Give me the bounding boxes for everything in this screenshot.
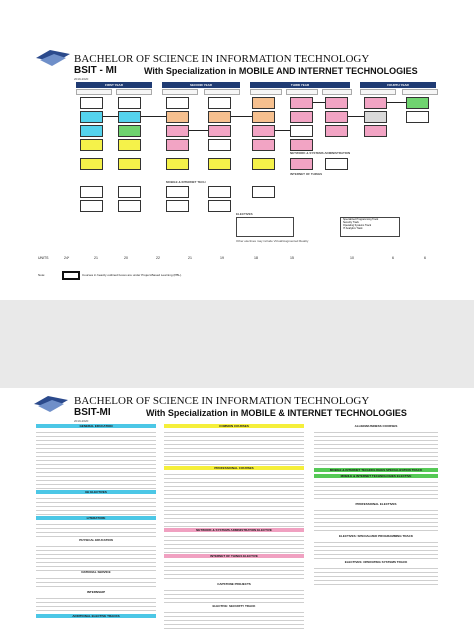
legend-item: IT Analytics Track: [343, 227, 363, 230]
legend-item: Specialized Programming Track: [343, 218, 379, 221]
course-box: [166, 97, 189, 109]
course-box: [118, 111, 141, 123]
professional-courses-header: PROFESSIONAL COURSES: [164, 466, 304, 470]
course-box: [252, 125, 275, 137]
table-row: [36, 485, 156, 489]
network-track-label: NETWORK & SYSTEMS ADMINISTRATION: [290, 151, 351, 155]
university-logo: [34, 396, 68, 412]
iot-track-label: INTERNET OF THINGS: [290, 172, 323, 176]
course-box: [166, 200, 189, 212]
prereq-connector: [275, 130, 290, 131]
year-bar-second: SECOND YEAR: [162, 82, 240, 88]
table-row: [36, 567, 156, 571]
course-box: [80, 125, 103, 137]
mobile-track-label: MOBILE & INTERNET TECH: [166, 180, 206, 184]
unit-value: 6: [392, 256, 394, 260]
prereq-connector: [141, 116, 166, 117]
table-row: [314, 527, 438, 531]
curriculum-flowchart-page: [0, 0, 474, 300]
semester-strip: [76, 89, 112, 95]
course-box: [252, 158, 275, 170]
table-row: [164, 549, 304, 553]
national-service-header: NATIONAL SERVICE: [81, 570, 111, 574]
pbl-note: Courses in heavily outlined boxes are under Project-Based Learning (PBL).: [82, 273, 182, 277]
ge-electives-header: GE ELECTIVES: [36, 490, 156, 494]
table-row: [314, 495, 438, 499]
course-box: [208, 158, 231, 170]
pbl-sample-box: [62, 271, 80, 280]
prog-track-header: ELECTIVES: SPECIALIZED PROGRAMMING TRACK: [338, 534, 413, 538]
unit-value: 24*: [64, 256, 70, 260]
semester-strip: [116, 89, 152, 95]
electives-grid: [236, 217, 294, 237]
unit-value: 22: [156, 256, 160, 260]
page2-year-range: 2019-2020: [74, 419, 89, 423]
table-row: [164, 599, 304, 603]
prereq-connector: [231, 116, 252, 117]
course-box: [80, 139, 103, 151]
legend-item: Security Track: [343, 221, 359, 224]
course-box: [208, 97, 231, 109]
course-box: [406, 97, 429, 109]
course-box: [290, 111, 313, 123]
units-label: UNITS: [38, 256, 49, 260]
course-box: [364, 111, 387, 123]
table-row: [164, 625, 304, 629]
professional-electives-header: PROFESSIONAL ELECTIVES: [355, 502, 397, 506]
prereq-connector: [387, 102, 406, 103]
semester-strip: [402, 89, 438, 95]
os-track-header: ELECTIVES: OPERATING SYSTEMS TRACK: [344, 560, 408, 564]
unit-value: 6: [424, 256, 426, 260]
year-bar-third: THIRD YEAR: [250, 82, 350, 88]
course-box: [252, 111, 275, 123]
electives-note: Other electives may include Virtual/Augmented Reality: [236, 239, 309, 243]
table-row: [314, 555, 438, 559]
semester-strip: [204, 89, 240, 95]
course-box: [80, 186, 103, 198]
unit-value: 19: [220, 256, 224, 260]
logo-emblem-icon: [36, 50, 70, 66]
course-box: [252, 139, 275, 151]
table-row: [314, 581, 438, 585]
semester-strip: [322, 89, 352, 95]
course-box: [290, 139, 313, 151]
course-box: [290, 125, 313, 137]
table-row: [36, 511, 156, 515]
logo-emblem-icon: [34, 396, 68, 412]
table-row: [36, 583, 156, 587]
literature-header: LITERATURE: [36, 516, 156, 520]
course-box: [166, 125, 189, 137]
course-box: [364, 97, 387, 109]
security-track-header: ELECTIVE: SECURITY TRACK: [212, 604, 256, 608]
general-education-header: GENERAL EDUCATION: [36, 424, 156, 428]
prereq-connector: [103, 116, 118, 117]
unit-value: 10: [350, 256, 354, 260]
page1-program: BSIT - MI: [74, 65, 117, 76]
note-label: Note:: [38, 273, 46, 277]
course-box: [325, 158, 348, 170]
physical-education-header: PHYSICAL EDUCATION: [79, 538, 113, 542]
table-row: [164, 461, 304, 465]
course-box: [325, 125, 348, 137]
internship-header: INTERNSHIP: [86, 590, 106, 594]
course-box: [118, 125, 141, 137]
course-box: [208, 139, 231, 151]
year-bar-fourth: FOURTH YEAR: [360, 82, 436, 88]
table-row: [164, 575, 304, 579]
capstone-header: CAPSTONE PROJECTS: [217, 582, 251, 586]
course-box: [118, 186, 141, 198]
prereq-connector: [189, 130, 208, 131]
track-legend: [340, 217, 400, 237]
course-box: [208, 111, 231, 123]
table-row: [164, 523, 304, 527]
course-box: [80, 97, 103, 109]
unit-value: 15: [290, 256, 294, 260]
course-box: [80, 200, 103, 212]
page1-specialization: With Specialization in MOBILE AND INTERNET TECHNOLOGIES: [144, 66, 418, 76]
course-box: [166, 186, 189, 198]
course-box: [290, 97, 313, 109]
course-box: [118, 158, 141, 170]
page1-title: BACHELOR OF SCIENCE IN INFORMATION TECHNOLOGY: [74, 53, 370, 65]
table-row: [314, 461, 438, 465]
table-row: [36, 533, 156, 537]
course-box: [80, 111, 103, 123]
prereq-connector: [348, 116, 364, 117]
course-box: [364, 125, 387, 137]
course-box: [208, 200, 231, 212]
table-row: [36, 607, 156, 611]
course-box: [166, 158, 189, 170]
course-box: [166, 111, 189, 123]
semester-strip: [250, 89, 282, 95]
course-box: [166, 139, 189, 151]
semester-strip: [360, 89, 396, 95]
university-logo: [36, 50, 70, 66]
course-box: [406, 111, 429, 123]
page1-year-range: 2019-2020: [74, 77, 89, 81]
mobile-electives-header: MOBILE & INTERNET TECHNOLOGIES ELECTIVE: [314, 474, 438, 478]
prereq-connector: [313, 102, 325, 103]
mobile-track-header: MOBILE & INTERNET TECHNOLOGIES SPECIALIZATION TRACK: [314, 468, 438, 472]
page2-specialization: With Specialization in MOBILE & INTERNET TECHNOLOGIES: [146, 408, 407, 418]
course-box: [290, 158, 313, 170]
additional-tracks-header: ADDITIONAL ELECTIVE TRACKS: [36, 614, 156, 618]
page2-title: BACHELOR OF SCIENCE IN INFORMATION TECHNOLOGY: [74, 395, 370, 407]
electives-label: ELECTIVES: [236, 212, 253, 216]
page2-program: BSIT-MI: [74, 407, 111, 418]
legend-item: Operating Systems Track: [343, 224, 372, 227]
course-box: [252, 186, 275, 198]
course-box: [118, 200, 141, 212]
course-box: [118, 97, 141, 109]
course-box: [325, 97, 348, 109]
allied-courses-header: ALLIED/BUSINESS COURSES: [354, 424, 398, 428]
course-box: [208, 186, 231, 198]
unit-value: 21: [188, 256, 192, 260]
common-courses-header: COMMON COURSES: [164, 424, 304, 428]
unit-value: 20: [124, 256, 128, 260]
course-box: [325, 111, 348, 123]
unit-value: 21: [94, 256, 98, 260]
year-bar-first: FIRST YEAR: [76, 82, 152, 88]
course-list-page: [0, 388, 474, 632]
course-box: [118, 139, 141, 151]
course-box: [252, 97, 275, 109]
semester-strip: [286, 89, 318, 95]
network-track-header: NETWORK & SYSTEMS ADMINISTRATION ELECTIVE: [164, 528, 304, 532]
course-box: [208, 125, 231, 137]
unit-value: 18: [254, 256, 258, 260]
iot-track-header: INTERNET OF THINGS ELECTIVE: [164, 554, 304, 558]
course-box: [80, 158, 103, 170]
semester-strip: [162, 89, 198, 95]
